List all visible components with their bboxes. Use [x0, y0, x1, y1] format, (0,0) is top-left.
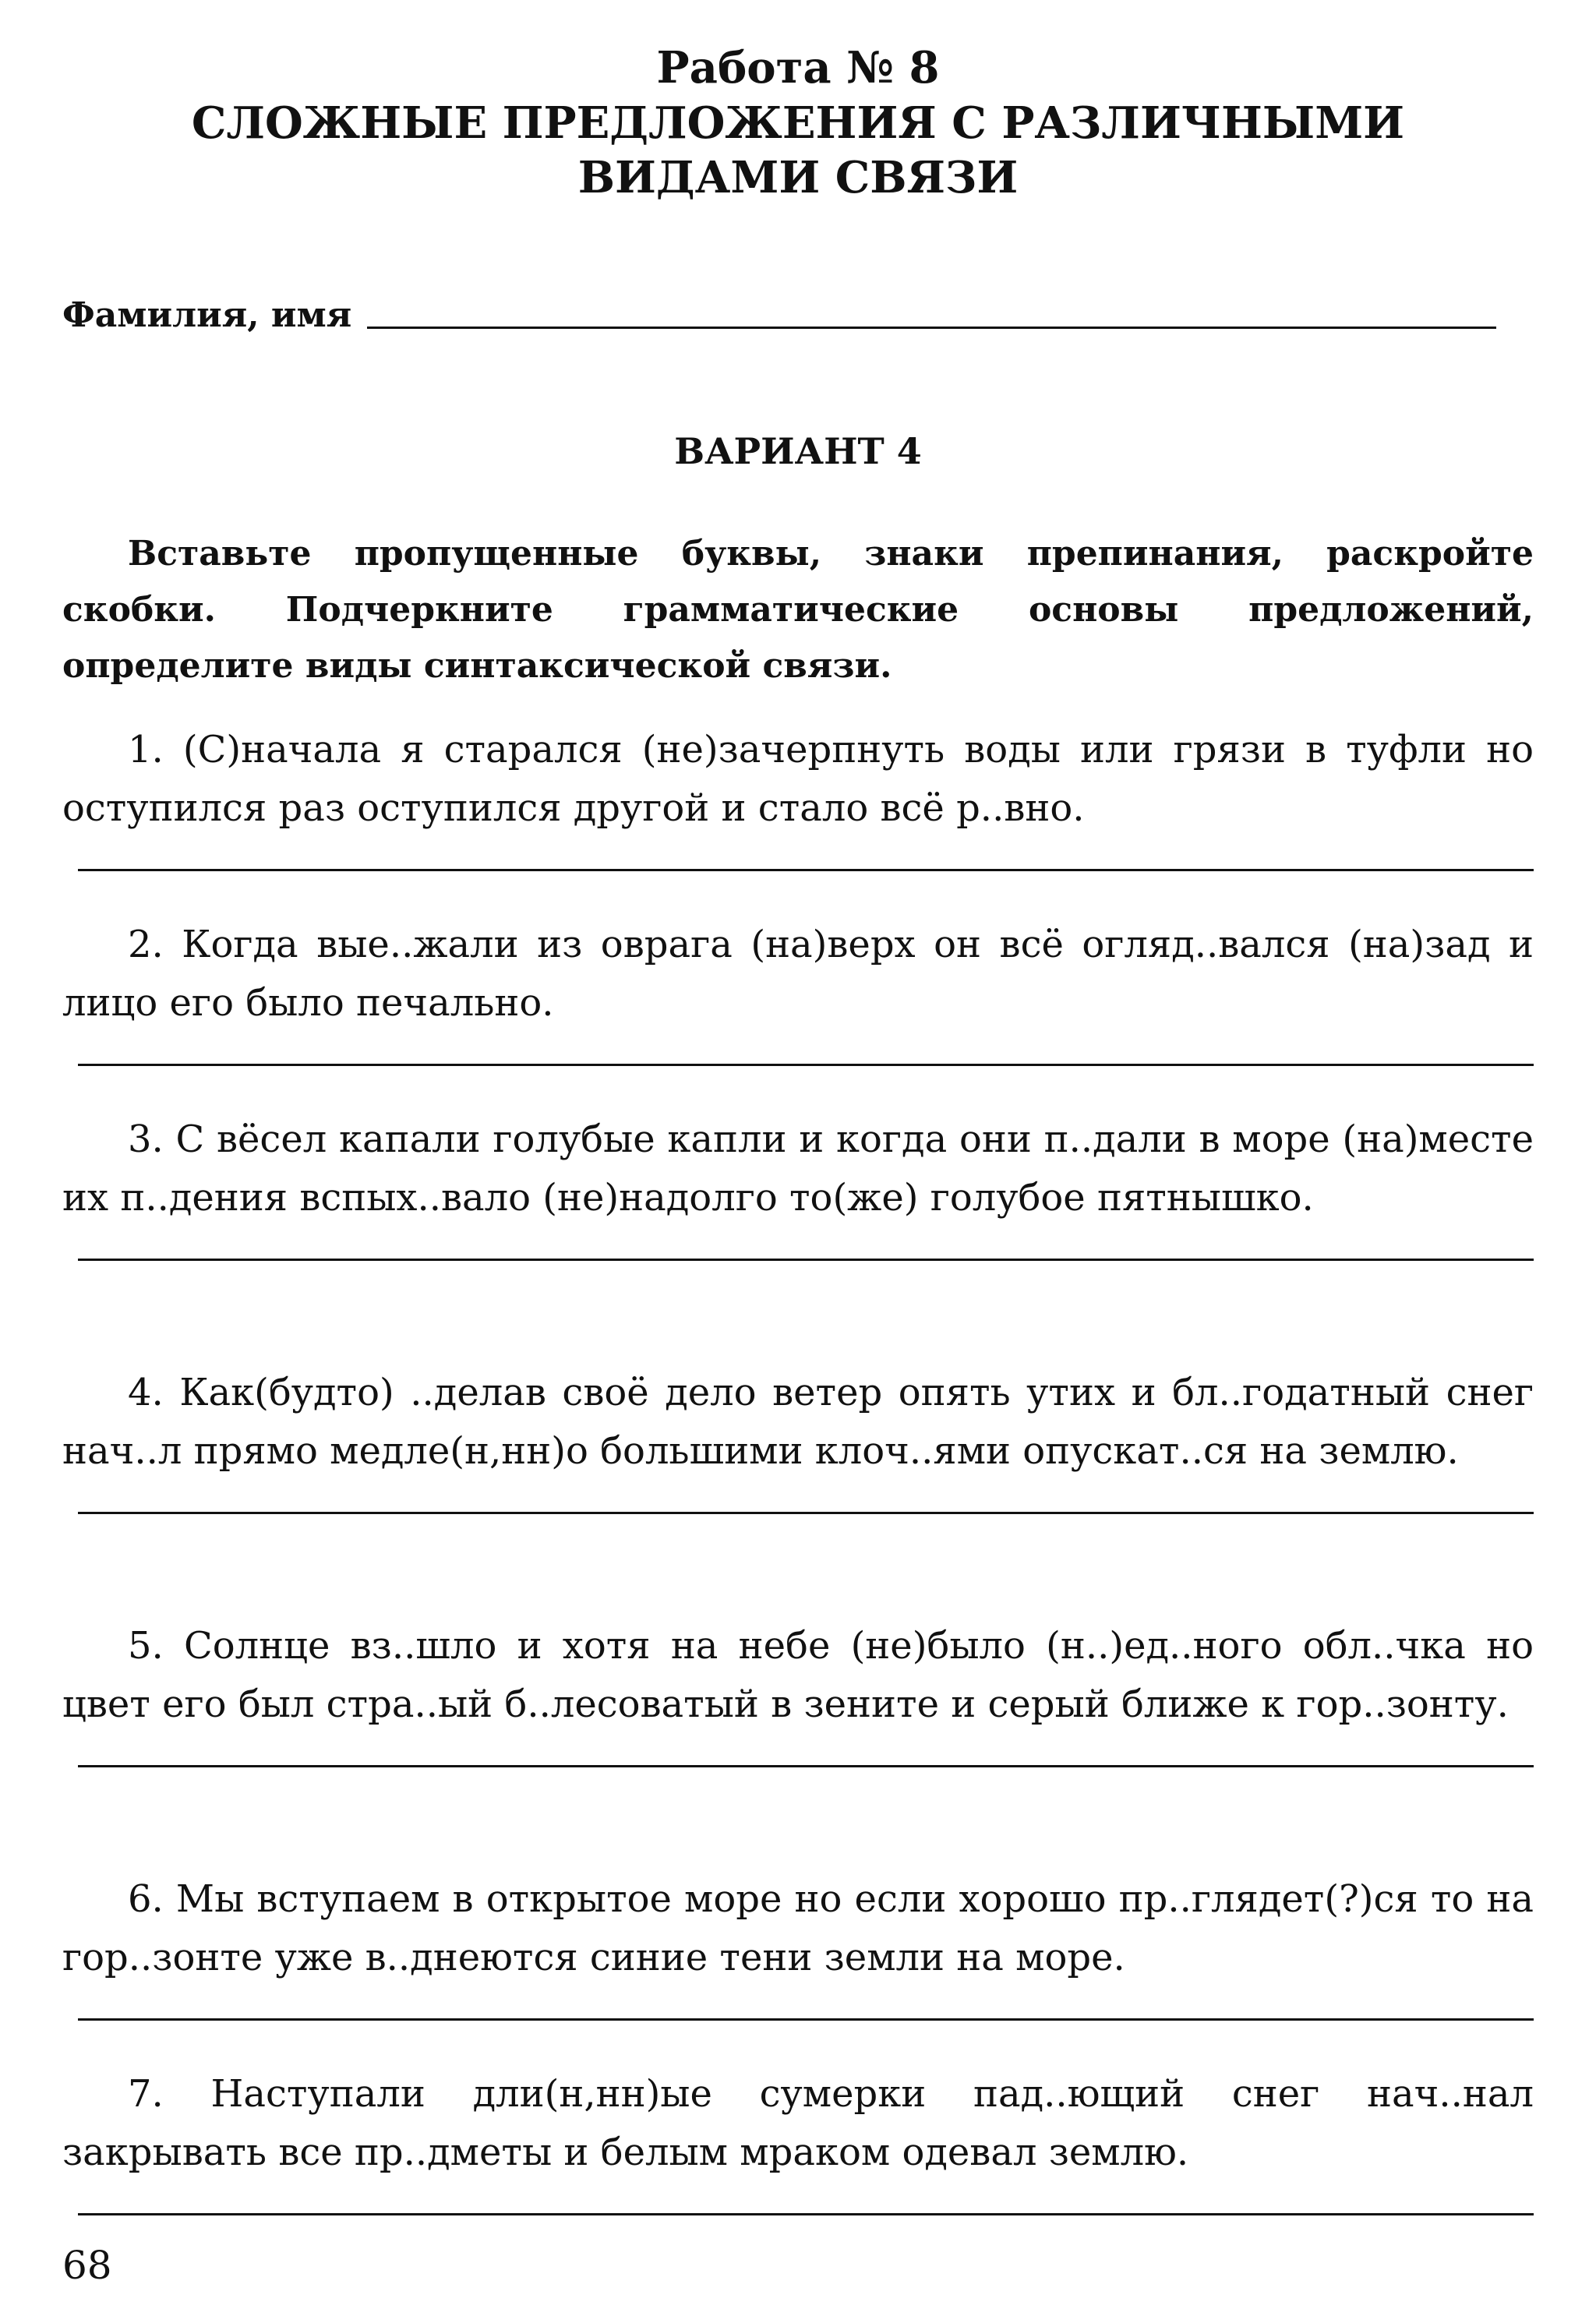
answer-line[interactable] [78, 869, 1534, 871]
task-text: 4. Как(будто) ..делав своё дело ветер опять утих и бл..годатный снег нач..л прямо медле(н,нн)о большими клоч..ями опускат..ся на землю. [62, 1371, 1534, 1473]
page-number: 68 [62, 2243, 112, 2288]
task-item [62, 1617, 1534, 1870]
task-item [62, 721, 1534, 916]
instruction: Вставьте пропущенные буквы, знаки препинания, раскройте скобки. Подчеркните грамматические основы предложений, определите виды синтаксической связи. [62, 534, 1534, 686]
variant-heading: ВАРИАНТ 4 [674, 430, 922, 472]
name-answer-line[interactable] [367, 327, 1496, 329]
task-item [62, 1364, 1534, 1617]
task-item [62, 1870, 1534, 2065]
work-title-line-2: ВИДАМИ СВЯЗИ [577, 152, 1019, 204]
name-row [62, 281, 1496, 335]
name-label: Фамилия, имя [62, 295, 352, 335]
answer-line[interactable] [78, 1512, 1534, 1514]
task-text: 3. С вёсел капали голубые капли и когда они п..дали в море (на)месте их п..дения вспых..вало (не)надолго то(же) голубое пятнышко. [62, 1117, 1534, 1220]
task-text: 5. Солнце вз..шло и хотя на небе (не)было (н..)ед..ного обл..чка но цвет его был стра..ый б..лесоватый в зените и серый ближе к гор..зонту. [62, 1624, 1534, 1726]
answer-line[interactable] [78, 1259, 1534, 1261]
task-text: 7. Наступали дли(н,нн)ые сумерки пад..ющий снег нач..нал закрывать все пр..дметы и белым мраком одевал землю. [62, 2072, 1534, 2174]
task-text: 6. Мы вступаем в открытое море но если хорошо пр..глядет(?)ся то на гор..зонте уже в..днеются синие тени земли на море. [62, 1877, 1534, 1979]
title-block [0, 41, 1596, 206]
answer-line[interactable] [78, 2018, 1534, 2021]
answer-line[interactable] [78, 2213, 1534, 2215]
task-list [62, 721, 1534, 2260]
work-number: Работа № 8 [656, 42, 940, 94]
task-text: 2. Когда вые..жали из оврага (на)верх он всё огляд..вался (на)зад и лицо его было печально. [62, 923, 1534, 1025]
task-item [62, 1110, 1534, 1364]
answer-line[interactable] [78, 1765, 1534, 1767]
work-title-line-1: СЛОЖНЫЕ ПРЕДЛОЖЕНИЯ С РАЗЛИЧНЫМИ [191, 97, 1405, 149]
task-text: 1. (С)начала я старался (не)зачерпнуть воды или грязи в туфли но оступился раз оступился другой и стало всё р..вно. [62, 728, 1534, 830]
answer-line[interactable] [78, 1064, 1534, 1066]
task-item [62, 916, 1534, 1110]
task-item [62, 2065, 1534, 2260]
